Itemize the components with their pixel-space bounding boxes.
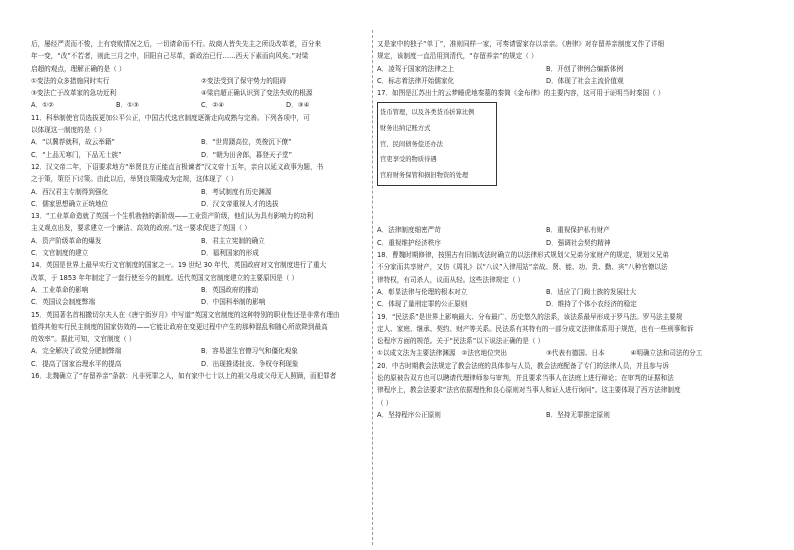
option-d: D．维持了个体小农经济的稳定 (546, 300, 637, 309)
stem-line: 16．北魏确立了“存留养亲”条款：凡非死罪之人，如有家中七十以上的祖父母或父母无人照顾，而犯罪者 (31, 372, 337, 381)
question-16 (31, 370, 371, 382)
box-line: 官、民间债务偿还办法 (380, 140, 443, 148)
option-a: A．坚持程序公正原则 (377, 410, 441, 419)
statement-item: ②法官地位突出 (461, 349, 507, 358)
stem-line: 改革，于 1853 年年制定了一套行使至今的制度。近代英国文官制度建立的主要原因是（ ） (31, 273, 299, 282)
option-d: D．福利国家的形成 (201, 249, 259, 258)
stem-line: （ ） (377, 398, 393, 407)
option-d: D．强调社会契约精神 (546, 238, 611, 247)
stem-line: 19．“民法系”是世界上影响最大、分布最广、历史悠久的法系，该法系最早形成于罗马法。罗马法主要规 (377, 312, 683, 321)
statement-item: ③代表有德国、日本 (546, 349, 605, 358)
source-material-box (377, 102, 497, 186)
question-14 (31, 259, 371, 308)
statement-item: ①变法的众多措施同时实行 (31, 76, 110, 85)
question-10 (31, 38, 371, 112)
question-18 (377, 249, 715, 310)
question-13 (31, 210, 371, 259)
right-column (377, 38, 715, 421)
stem-line: 律特权，有司杀人，议而从轻。这些法律规定（ ） (377, 275, 525, 284)
stem-line: 又是家中的独子“单丁”，准则同样一家，可奏请留家存以亲亲。《唐律》对存留养亲制度又作了详细 (377, 40, 665, 48)
option-a: A．彰显法律与伦理的根本对立 (377, 287, 468, 296)
stem-line: 以体现这一制度的是（ ） (31, 126, 106, 135)
stem-line: 定人、家庭、继承、契约、财产等关系。民法系有其特有的一部分成文法律体系用于规范，也有一些刑事和诉 (377, 324, 694, 333)
option-c: C．②④ (201, 101, 225, 110)
stem-line: 14．英国是世界上最早实行文官制度的国家之一。19 世纪 30 年代，英国政府对文官制度进行了重大 (31, 261, 327, 270)
stem-line: 讼程序方面的规范。关于“民法系”以下说法正确的是（ ） (377, 337, 545, 346)
option-c: C．重视维护经济秩序 (377, 238, 441, 247)
option-a: A．凌驾于国家的法律之上 (377, 64, 455, 73)
option-a: A．资产阶级革命的爆发 (31, 236, 102, 245)
stem-line: 律程序上，教会法要求“法官依据理性和良心原则对当事人和证人进行询问”。这主要体现了西方法律制度 (377, 386, 681, 395)
option-d: D．体现了社会主流价值观 (546, 76, 624, 85)
stem-line: 讼的原被告双方也可以聘请代理律师参与审判，并且要求当事人在法庭上进行辩论；在审判的证据和法 (377, 374, 674, 383)
stem-line: 的效率”。据此可知，文官制度（ ） (31, 335, 136, 344)
stem-line: 之于策，策臣下讨策。由此以后，举贤良策隆成为定规，这体现了（ ） (31, 175, 238, 184)
column-divider (372, 30, 373, 545)
option-d: D．汉文帝重视人才的选拔 (201, 199, 279, 208)
option-d: D．“朝为田舍郎，暮登天子堂” (201, 150, 293, 159)
option-c: C．提高了国家治理水平的提高 (31, 359, 122, 368)
box-line: 官吏享受的物质待遇 (380, 156, 437, 164)
option-c: C．标志着法律开始儒家化 (377, 76, 455, 85)
statement-item: ①以成文法为主要法律渊源 (377, 349, 456, 358)
question-16-continued (377, 38, 715, 87)
option-c: C．“上品无寒门，下品无士族” (31, 150, 122, 159)
option-b: B．①③ (116, 101, 139, 110)
statement-item: ④梁启超正确认识到了变法失败的根源 (201, 89, 313, 98)
option-c: C．文官制度的建立 (31, 249, 89, 258)
option-a: A．法律制度细密严苛 (377, 226, 441, 235)
option-a: A．“以冀荐就科，故云举籍” (31, 138, 115, 147)
stem-line: 18．曹魏时期修律，按照古有旧制改法时确立的以法律形式规划父兄弟分家财产的规定，规划父兄弟 (377, 251, 669, 260)
option-d: D．中国科举制的影响 (201, 298, 266, 307)
statement-item: ②变法受到了保守势力的阻碍 (201, 76, 287, 85)
question-15 (31, 309, 371, 370)
question-11 (31, 112, 371, 161)
option-c: C．体现了量刑定罪的公正原则 (377, 300, 468, 309)
stem-line: 规定，该制度一直沿用到清代，“存留养亲”的规定（ ） (377, 52, 538, 61)
question-20 (377, 360, 715, 421)
stem-line: 启超的观点，理解正确的是（ ） (31, 64, 126, 73)
stem-line: 不分家而共享财产，又仿《周礼》以“八议”入律用站“亲故、贤、能、功、贵、勤、宾”八种官僚以法 (377, 263, 668, 272)
option-b: B．“世胄蹑高位，英俊沉下僚” (201, 138, 292, 147)
question-12 (31, 161, 371, 210)
option-b: B．英国政府的推动 (201, 285, 259, 294)
box-line: 货币管理，以及各类货币折算比例 (380, 109, 475, 117)
question-17 (377, 87, 715, 249)
option-b: B．开创了律例合编新体例 (546, 64, 624, 73)
stem-line: 13．“工业革命造就了英国一个生机勃勃的新阶级——工业资产阶级，他们认为具有影响力的功利 (31, 212, 314, 221)
option-b: B．适应了门阀士族的发展壮大 (546, 287, 637, 296)
option-a: A．①② (31, 101, 54, 110)
stem-line: 主义观点出发，要求建立一个廉洁、高效的政府。”这一要求促进了英国（ ） (31, 224, 251, 233)
option-b: B．君主立宪制的确立 (201, 236, 265, 245)
option-a: A．西汉君主专制得到强化 (31, 187, 109, 196)
statement-item: ③变法亡于改革家的急功近利 (31, 89, 117, 98)
stem-line: 12．汉文帝二年，下诏要求地方“举贤良方正能直言极谏者”汉文帝十五年，亲自以延义政事为题，书 (31, 162, 324, 171)
stem-line: 年一变，“改”不若者，则此三月之中，旧阳自己尽革，新政治已行……西天下素而向风矣。”对梁 (31, 52, 309, 61)
box-line: 财务出纳记账方式 (380, 125, 431, 133)
option-c: C．英国议会制度弊端 (31, 298, 95, 307)
statement-item: ④明确立法和司法的分工 (630, 349, 703, 358)
box-line: 官府财务保管和损旧物资的处理 (380, 171, 469, 179)
option-b: B．坚持无罪推定原则 (546, 410, 610, 419)
question-19 (377, 311, 715, 360)
option-a: A．工业革命的影响 (31, 285, 89, 294)
option-b: B．考试制度有历史渊源 (201, 187, 272, 196)
stem-line: 20．中古时期教会法规定了教会法庭的具体参与人员，教会法庭配备了专门的法律人员，并且参与诉 (377, 361, 669, 370)
option-b: B．容易滋生官僚习气和僵化观象 (201, 347, 298, 356)
option-b: B．重视保护私有财产 (546, 226, 610, 235)
option-d: D．③④ (286, 101, 310, 110)
option-a: A．完全解决了政党分肥制弊端 (31, 347, 122, 356)
option-c: C．儒家思想确立正统地位 (31, 199, 109, 208)
option-d: D．出现推诿扯皮、争权夺利现象 (201, 359, 299, 368)
stem-line: 值得其他实行民主制度的国家仿效的——它能让政府在变更过程中产生的那种混乱和随心所欲降到最高 (31, 322, 328, 331)
stem-line: 11．科举制使官员选拔更加公平公正，中国古代选官制度逐渐走向成熟与完善。下列各项中，可 (31, 113, 310, 122)
left-column (31, 38, 371, 382)
stem-line: 后，屡经严责而不悛，上有衰败情况之后，一切请命而不行。故商人皆失先主之所设改革者，百分来 (31, 40, 322, 48)
stem-line: 15．英国著名首相撒切尔夫人在《唐宁街岁月》中写道“英国文官制度的这种特别的职业性还是非常有理由 (31, 310, 340, 319)
stem-line: 17．如图是江苏出土的云梦睡虎地秦墓的秦简《金布律》的主要内容，这可用于证明当时秦国（ ） (377, 89, 665, 98)
